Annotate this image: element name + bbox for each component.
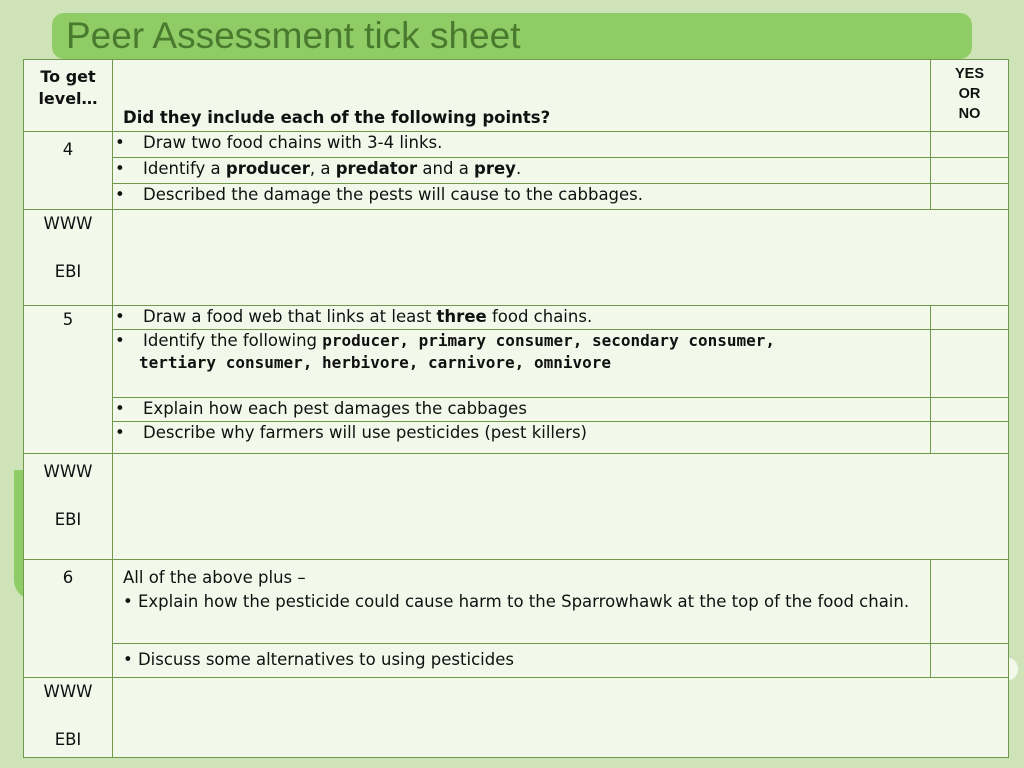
- item-text: • Explain how the pesticide could cause harm to the Sparrowhawk at the top of the food chain.: [123, 592, 910, 611]
- table-row: [24, 398, 1009, 422]
- item-text: and a: [417, 159, 475, 178]
- tick-sheet-table: [23, 59, 1009, 758]
- item-text: Draw two food chains with 3-4 links.: [143, 133, 443, 152]
- title-bar: [52, 13, 972, 59]
- www-label: WWW: [43, 462, 93, 481]
- level-5-item-3: [113, 398, 931, 422]
- bullet: •: [115, 159, 125, 178]
- table-row: [24, 422, 1009, 454]
- feedback-box[interactable]: [113, 210, 1009, 306]
- ebi-label: EBI: [54, 510, 82, 529]
- header-row: [24, 60, 1009, 132]
- item-text: Described the damage the pests will cause to the cabbages.: [143, 185, 644, 204]
- bullet: •: [115, 185, 125, 204]
- tick-box[interactable]: [931, 422, 1009, 454]
- item-text: food chains.: [486, 307, 593, 326]
- level-5-item-2: [113, 330, 931, 398]
- keyword: prey: [474, 159, 516, 178]
- item-text: , a: [309, 159, 336, 178]
- ebi-label: EBI: [54, 730, 82, 749]
- header-or: OR: [958, 86, 981, 102]
- bullet: •: [115, 133, 125, 152]
- keyword: producer: [225, 159, 310, 178]
- feedback-box[interactable]: [113, 454, 1009, 560]
- item-text: All of the above plus –: [123, 568, 306, 587]
- level-4-item-2: [113, 158, 931, 184]
- feedback-labels: [24, 454, 113, 560]
- tick-box[interactable]: [931, 158, 1009, 184]
- item-text: .: [515, 159, 522, 178]
- feedback-row: [24, 210, 1009, 306]
- tick-box[interactable]: [931, 560, 1009, 644]
- table-row: [24, 330, 1009, 398]
- bullet: •: [115, 307, 125, 326]
- level-5-item-4: [113, 422, 931, 454]
- bullet: •: [115, 331, 125, 350]
- feedback-labels: [24, 210, 113, 306]
- level-5-cell: 5: [24, 306, 113, 454]
- tick-box[interactable]: [931, 184, 1009, 210]
- header-yes: YES: [954, 66, 984, 82]
- keyword-list: producer, primary consumer, secondary consumer,: [322, 331, 776, 350]
- item-text: Explain how each pest damages the cabbages: [143, 399, 527, 418]
- level-6-item-1: [113, 560, 931, 644]
- table-row: [24, 306, 1009, 330]
- page-title: Peer Assessment tick sheet: [66, 15, 521, 56]
- feedback-row: [24, 678, 1009, 758]
- table-row: [24, 132, 1009, 158]
- keyword: predator: [335, 159, 418, 178]
- level-5-item-1: [113, 306, 931, 330]
- table-row: [24, 644, 1009, 678]
- www-label: WWW: [43, 682, 93, 701]
- level-4-item-3: [113, 184, 931, 210]
- item-text: Identify a: [143, 159, 226, 178]
- table-row: [24, 560, 1009, 644]
- feedback-labels: [24, 678, 113, 758]
- keyword-list: tertiary consumer, herbivore, carnivore, omnivore: [139, 353, 612, 372]
- ebi-label: EBI: [54, 262, 82, 281]
- header-question: Did they include each of the following points?: [113, 60, 931, 132]
- header-no: NO: [958, 106, 981, 122]
- feedback-box[interactable]: [113, 678, 1009, 758]
- header-yes-or-no: [931, 60, 1009, 132]
- level-4-item-1: [113, 132, 931, 158]
- table-row: [24, 184, 1009, 210]
- tick-box[interactable]: [931, 306, 1009, 330]
- www-label: WWW: [43, 214, 93, 233]
- bullet: •: [115, 399, 125, 418]
- level-6-cell: 6: [24, 560, 113, 678]
- tick-box[interactable]: [931, 644, 1009, 678]
- table-row: [24, 158, 1009, 184]
- feedback-row: [24, 454, 1009, 560]
- tick-box[interactable]: [931, 132, 1009, 158]
- item-text: Draw a food web that links at least: [143, 307, 437, 326]
- item-text: Describe why farmers will use pesticides (pest killers): [143, 423, 587, 442]
- tick-box[interactable]: [931, 398, 1009, 422]
- tick-box[interactable]: [931, 330, 1009, 398]
- item-text: Identify the following: [143, 331, 323, 350]
- level-4-cell: 4: [24, 132, 113, 210]
- level-6-item-2: • Discuss some alternatives to using pesticides: [113, 644, 931, 678]
- bullet: •: [115, 423, 125, 442]
- header-level: To get level…: [24, 60, 113, 132]
- keyword: three: [436, 307, 487, 326]
